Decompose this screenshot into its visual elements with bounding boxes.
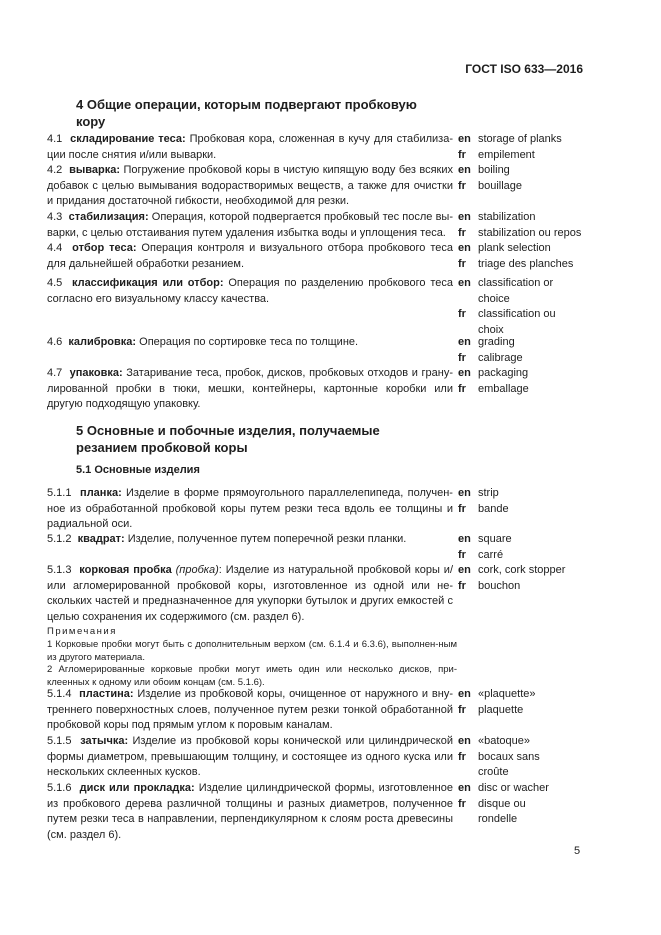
definition-text: треннего поверхностных слоев, полученное путем резки тонкой обработанной пробковой коры под прямым углом к поровым каналам. (47, 703, 453, 731)
term-definition (47, 687, 453, 734)
definition-text: Изделие из пробковой коры, очищенное от наружного и вну- (133, 688, 453, 700)
term-name: корковая пробка (79, 564, 172, 576)
language-codes (458, 532, 480, 563)
translations (478, 276, 603, 338)
language-code: fr (458, 502, 466, 515)
definition-text: ции после снятия и/или выварки. (47, 148, 217, 161)
term-number: 4.2 (47, 164, 63, 176)
translation-term: choice (478, 292, 510, 305)
translations (478, 563, 603, 594)
term-number: 4.7 (47, 367, 63, 379)
definition-text: варки, с целью отстаивания путем удаления избытка воды и уплощения теса. (47, 226, 446, 239)
definition-text: Операция, которой подвергается пробковый тес после вы- (148, 211, 453, 223)
section-5-title: 5 Основные и побочные изделия, получаемые резанием пробковой коры (76, 423, 380, 455)
term-definition (47, 132, 453, 163)
language-code (458, 292, 480, 308)
definition-text: для дальнейшей обработки резанием. (47, 257, 245, 270)
term-name: складирование теса: (70, 133, 186, 145)
translations (478, 781, 603, 828)
term-definition (47, 276, 453, 307)
term-name: планка: (80, 487, 122, 499)
translation-term: bouchon (478, 579, 521, 592)
language-code: fr (458, 308, 466, 320)
translation-term: bocaux sans (478, 750, 540, 763)
translations (478, 335, 603, 366)
language-codes (458, 366, 480, 397)
term-name: выварка: (69, 164, 121, 176)
definition-text: из пробкового дерева различной толщины и разных диаметров, полученное путем резки теса в направлении, перпендикулярном к слоям роста древесины (см. раздел 6). (47, 797, 453, 841)
language-code: en (458, 277, 471, 289)
language-code: fr (458, 579, 466, 592)
language-code: en (458, 211, 471, 223)
translation-term: choix (478, 323, 504, 336)
note-item: 1 Корковые пробки могут быть с дополнительным верхом (см. 6.1.4 и 6.3.6), выполнен-ным из другого материала. (47, 638, 457, 663)
definition-text: Изделие из пробковой коры конической или цилиндрической (128, 735, 453, 747)
translation-term: empilement (478, 148, 535, 161)
language-codes (458, 563, 480, 594)
translation-term: boiling (478, 164, 510, 176)
language-codes (458, 276, 480, 338)
definition-text: Погружение пробковой коры в чистую кипящую воду без всяких (120, 164, 453, 176)
translations (478, 132, 603, 163)
language-code: fr (458, 750, 466, 763)
language-codes (458, 132, 480, 163)
term-number: 4.5 (47, 277, 63, 289)
language-code: en (458, 564, 471, 576)
language-codes (458, 241, 480, 272)
translations (478, 532, 603, 563)
language-code: fr (458, 148, 466, 161)
translation-term: classification or (478, 277, 554, 289)
definition-text: Операция контроля и визуального отбора пробкового теса (136, 242, 453, 254)
translations (478, 366, 603, 397)
term-definition (47, 781, 453, 843)
term-definition (47, 335, 453, 351)
term-definition (47, 532, 453, 548)
definition-text: и/или агломерированной пробковой коры, изготовленное из одной или не-скольких частей и предназначенное для укупорки бутылок и других емкостей с целью сохранения их содержимого (см. раздел 6). (47, 564, 453, 623)
language-code: en (458, 688, 471, 700)
translation-term: stabilization (478, 211, 536, 223)
term-number: 5.1.5 (47, 735, 72, 747)
language-code: fr (458, 257, 466, 270)
term-alt-name: (пробка) (175, 564, 219, 576)
translation-term: croûte (478, 766, 509, 778)
term-definition (47, 210, 453, 241)
translations (478, 734, 603, 781)
language-code: en (458, 735, 471, 747)
definition-text: : Изделие из натуральной пробковой коры (218, 564, 440, 576)
language-codes (458, 486, 480, 517)
term-number: 5.1.4 (47, 688, 72, 700)
translations (478, 687, 603, 718)
notes-heading: Примечания (47, 626, 117, 637)
term-definition (47, 163, 453, 210)
language-code: en (458, 164, 471, 176)
language-codes (458, 163, 480, 194)
translation-term: square (478, 533, 512, 545)
note-item: 2 Агломерированные корковые пробки могут иметь один или несколько дисков, при-клеенных к одному или обоим концам (см. 5.1.6). (47, 664, 457, 689)
translations (478, 241, 603, 272)
term-definition (47, 366, 453, 413)
definition-text: Изделие, полученное путем поперечной резки планки. (124, 533, 407, 545)
translation-term: plank selection (478, 242, 551, 254)
translation-term: bande (478, 502, 509, 515)
term-definition (47, 486, 453, 533)
language-code (458, 765, 480, 781)
translation-term: stabilization ou repos (478, 226, 582, 239)
term-name: пластина: (79, 688, 134, 700)
language-code: fr (458, 382, 466, 395)
translation-term: triage des planches (478, 257, 574, 270)
term-name: затычка: (80, 735, 129, 747)
definition-text: Операция по разделению пробкового теса (223, 277, 453, 289)
term-name: упаковка: (69, 367, 123, 379)
definition-text: Изделие в форме прямоугольного параллелепипеда, получен- (121, 487, 453, 499)
term-number: 5.1.6 (47, 782, 72, 794)
notes-block (47, 626, 457, 690)
language-codes (458, 210, 480, 241)
term-number: 4.3 (47, 211, 63, 223)
term-definition (47, 241, 453, 272)
definition-text: согласно его визуальному классу качества. (47, 292, 270, 305)
language-code: en (458, 782, 471, 794)
language-code: fr (458, 351, 466, 364)
translation-term: disque ou (478, 797, 526, 810)
definition-text: Изделие цилиндрической формы, изготовленное (194, 782, 453, 794)
definition-text: ное из обработанной пробковой коры путем резки теса вдоль ее толщины и радиальной оси. (47, 502, 453, 530)
language-codes (458, 734, 480, 781)
translation-term: classification ou (478, 308, 556, 320)
page-number: 5 (574, 845, 581, 857)
definition-text: Затаривание теса, пробок, дисков, пробковых отходов и грану- (122, 367, 453, 379)
definition-text: лированной пробки в тюки, мешки, контейнеры, картонные коробки или другую подходящую упаковку. (47, 382, 453, 410)
language-code: fr (458, 703, 466, 716)
translation-term: carré (478, 548, 504, 561)
translation-term: plaquette (478, 703, 524, 716)
language-code: fr (458, 179, 466, 192)
term-name: калибровка: (68, 336, 137, 348)
translations (478, 486, 603, 517)
language-code: fr (458, 226, 466, 239)
translation-term: packaging (478, 367, 529, 379)
translation-term: calibrage (478, 351, 523, 364)
term-number: 5.1.1 (47, 487, 72, 499)
language-code: en (458, 367, 471, 379)
definition-text: добавок с целью вымывания водорастворимых веществ, а также для очистки и придания достаточной гибкости, необходимой для резки. (47, 179, 453, 207)
translation-term: storage of planks (478, 133, 562, 145)
language-code: en (458, 533, 471, 545)
translation-term: bouillage (478, 179, 523, 192)
translation-term: strip (478, 487, 499, 499)
definition-text: Пробковая кора, сложенная в кучу для стабилиза- (185, 133, 453, 145)
language-code: en (458, 487, 471, 499)
language-code: fr (458, 797, 466, 810)
translation-term: emballage (478, 382, 529, 395)
term-name: стабилизация: (68, 211, 149, 223)
subsection-5-1-title: 5.1 Основные изделия (76, 464, 200, 476)
language-code (458, 812, 480, 828)
language-code: en (458, 242, 471, 254)
translation-term: disc or wacher (478, 782, 549, 794)
term-name: квадрат: (77, 533, 125, 545)
section-4-title: 4 Общие операции, которым подвергают пробковую кору (76, 97, 417, 129)
term-definition (47, 734, 453, 781)
language-code: en (458, 133, 471, 145)
language-code: fr (458, 548, 466, 561)
language-codes (458, 335, 480, 366)
term-number: 5.1.2 (47, 533, 72, 545)
term-definition (47, 563, 453, 625)
term-number: 4.1 (47, 133, 63, 145)
document-header: ГОСТ ISO 633—2016 (465, 62, 583, 76)
translation-term: «plaquette» (478, 688, 536, 700)
language-codes (458, 687, 480, 718)
translations (478, 210, 603, 241)
term-number: 4.4 (47, 242, 63, 254)
language-code: en (458, 336, 471, 348)
translations (478, 163, 603, 194)
translation-term: «batoque» (478, 735, 530, 747)
translation-term: cork, cork stopper (478, 564, 566, 576)
definition-text: Операция по сортировке теса по толщине. (136, 336, 359, 348)
language-codes (458, 781, 480, 828)
term-name: диск или прокладка: (79, 782, 195, 794)
definition-text: формы диаметром, превышающим толщину, и состоящее из одного куска или нескольких склеенных кусков. (47, 750, 453, 778)
term-number: 4.6 (47, 336, 63, 348)
term-name: отбор теса: (72, 242, 137, 254)
translation-term: grading (478, 336, 515, 348)
term-number: 5.1.3 (47, 564, 72, 576)
translation-term: rondelle (478, 813, 518, 825)
term-name: классификация или отбор: (71, 277, 224, 289)
